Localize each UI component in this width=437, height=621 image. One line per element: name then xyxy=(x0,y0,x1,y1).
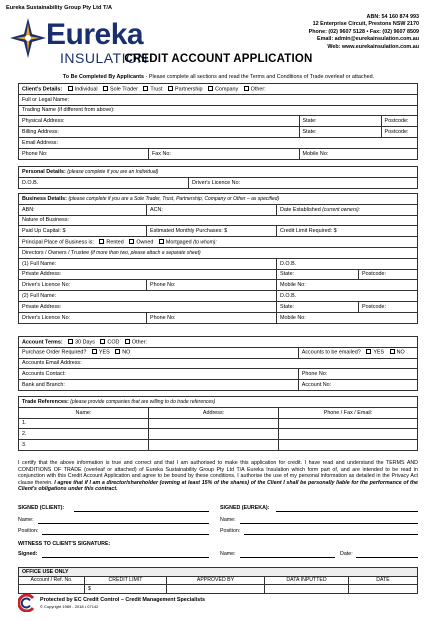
emailed-row: Accounts to be emailed? YES NO xyxy=(298,347,417,358)
phone-fax: Phone: (02) 9607 5128 • Fax: (02) 9607 8509 xyxy=(308,28,419,35)
witness-date-label: Date: xyxy=(340,551,353,557)
legal-name-field[interactable]: Full or Legal Name: xyxy=(19,94,418,105)
checkbox-30-days[interactable] xyxy=(68,339,73,344)
director2-mobile-field[interactable]: Mobile No: xyxy=(277,312,418,323)
phone-field[interactable]: Phone No: xyxy=(19,148,149,159)
billing-address-field[interactable]: Billing Address: xyxy=(19,127,300,138)
checkbox-partnership[interactable] xyxy=(168,86,173,91)
postcode-field[interactable]: Postcode: xyxy=(381,116,417,127)
director2-dob-field[interactable]: D.O.B. xyxy=(277,291,418,302)
checkbox-mortgaged[interactable] xyxy=(159,239,164,244)
mobile-field[interactable]: Mobile No: xyxy=(299,148,417,159)
checkbox-other[interactable] xyxy=(244,86,249,91)
directors-header: Directors / Owners / Trustee (if more than two, please attach a separate sheet) xyxy=(19,247,418,258)
col-name: Name: xyxy=(19,407,149,418)
checkbox-individual[interactable] xyxy=(68,86,73,91)
director2-postcode-field[interactable]: Postcode: xyxy=(359,301,418,312)
checkbox-trust[interactable] xyxy=(143,86,148,91)
col-data-inputted: DATA INPUTTED xyxy=(265,576,349,585)
footer-text: Protected by EC Credit Control – Credit Management Specialists xyxy=(40,597,206,603)
checkbox-rented[interactable] xyxy=(99,239,104,244)
email-field[interactable]: Email Address: xyxy=(19,137,418,148)
client-name-label: Name: xyxy=(18,517,34,523)
witness-signed-label: Signed: xyxy=(18,551,38,557)
director2-licence-field[interactable]: Driver's Licence No: xyxy=(19,312,147,323)
signed-client-label: SIGNED (CLIENT): xyxy=(18,505,65,511)
billing-postcode-field[interactable]: Postcode: xyxy=(381,127,417,138)
col-approved-by: APPROVED BY xyxy=(167,576,265,585)
table-row: 3. xyxy=(19,440,418,451)
website: Web: www.eurekainsulation.com.au xyxy=(327,43,419,50)
eureka-position-label: Position: xyxy=(220,528,241,534)
table-row: $ xyxy=(19,585,418,594)
client-position-line[interactable] xyxy=(42,534,209,535)
col-address: Address: xyxy=(149,407,279,418)
checkbox-owned[interactable] xyxy=(129,239,134,244)
director2-name-field[interactable]: (2) Full Name: xyxy=(19,291,277,302)
page-title: CREDIT ACCOUNT APPLICATION xyxy=(124,53,313,65)
licence-field[interactable]: Driver's Licence No: xyxy=(189,177,418,188)
col-account-ref: Account / Ref. No. xyxy=(19,576,85,585)
logo-subtitle: INSULATION xyxy=(60,50,148,66)
witness-date-line[interactable] xyxy=(356,557,418,558)
billing-state-field[interactable]: State: xyxy=(299,127,381,138)
company-line: Eureka Sustainability Group Pty Ltd T/A xyxy=(6,5,112,11)
declaration: I certify that the above information is true and correct and that I am authorised to make this application for credit. I have read and understand the TERMS AND CONDITIONS OF TRADE (overleaf or attached) of Eureka Sustainability Group Pty Ltd T/A Eureka Insulation which form part of, and are intended to be read in conjunction with this Credit Account Application and agree to be bound by these conditions. I authorise the use of my personal information as detailed in the Privacy Act clause therein. I agree that if I am a director/shareholder (owning at least 15% of the shares) of the Client I shall be personally liable for the performance of the Client's obligations under this contract. xyxy=(18,460,418,493)
account-no-field[interactable]: Account No: xyxy=(298,380,417,391)
signed-eureka-label: SIGNED (EUREKA): xyxy=(220,505,270,511)
col-date: DATE xyxy=(349,576,418,585)
checkbox-company[interactable] xyxy=(208,86,213,91)
checkbox-email-no[interactable] xyxy=(390,349,395,354)
ec-credit-control-icon xyxy=(18,594,36,612)
accounts-phone-field[interactable]: Phone No: xyxy=(298,369,417,380)
instructions: To Be Completed By Applicants - Please complete all sections and read the Terms and Conditions of Trade overleaf or attached. xyxy=(62,74,375,80)
dob-field[interactable]: D.O.B. xyxy=(19,177,189,188)
office-use-header: OFFICE USE ONLY xyxy=(19,568,418,577)
signed-eureka-line[interactable] xyxy=(276,511,418,512)
table-row: 2. xyxy=(19,429,418,440)
physical-address-field[interactable]: Physical Address: xyxy=(19,116,300,127)
abn: ABN: 54 160 874 993 xyxy=(366,14,419,20)
checkbox-sole-trader[interactable] xyxy=(103,86,108,91)
email: Email: admin@eurekainsulation.com.au xyxy=(316,36,419,43)
eureka-name-line[interactable] xyxy=(240,523,418,524)
eureka-name-label: Name: xyxy=(220,517,236,523)
date-established-field[interactable]: Date Established (current owners): xyxy=(277,204,418,215)
signed-client-line[interactable] xyxy=(74,511,209,512)
footer-copyright: © Copyright 1989 - 2018 • 07142 xyxy=(40,604,99,609)
state-field[interactable]: State: xyxy=(299,116,381,127)
eureka-position-line[interactable] xyxy=(244,534,418,535)
account-terms-row: Account Terms: 30 Days COD Other: xyxy=(19,337,418,348)
client-position-label: Position: xyxy=(18,528,39,534)
business-header: Business Details: (please complete if you are a Sole Trader, Trust, Partnership, Company or Other – as specified) xyxy=(19,194,418,205)
nature-of-business-field[interactable]: Nature of Business: xyxy=(19,215,418,226)
director2-state-field[interactable]: State: xyxy=(277,301,359,312)
witness-name-line[interactable] xyxy=(240,557,335,558)
witness-label: WITNESS TO CLIENT'S SIGNATURE: xyxy=(18,541,111,547)
principal-place-row: Principal Place of Business is: Rented Owned Mortgaged (to whom): xyxy=(19,237,418,248)
col-credit-limit: CREDIT LIMIT xyxy=(85,576,167,585)
po-required-row: Purchase Order Required? YES NO xyxy=(19,347,299,358)
director1-address-field[interactable]: Private Address: xyxy=(19,269,277,280)
address: 12 Enterprise Circuit, Prestons NSW 2170 xyxy=(312,21,419,28)
contact-block xyxy=(309,14,419,51)
col-contact: Phone / Fax / Email: xyxy=(279,407,418,418)
checkbox-po-no[interactable] xyxy=(115,349,120,354)
director1-licence-field[interactable]: Driver's Licence No: xyxy=(19,280,147,291)
paid-up-capital-field[interactable]: Paid Up Capital: $ xyxy=(19,226,147,237)
client-details-table xyxy=(18,83,418,160)
office-use-table xyxy=(18,567,418,594)
trade-references-table xyxy=(18,396,418,451)
client-name-line[interactable] xyxy=(38,523,209,524)
checkbox-po-yes[interactable] xyxy=(92,349,97,354)
account-terms-table xyxy=(18,336,418,391)
checkbox-other-terms[interactable] xyxy=(125,339,130,344)
abn-field[interactable]: ABN: xyxy=(19,204,147,215)
director1-dob-field[interactable]: D.O.B. xyxy=(277,258,418,269)
trade-header: Trade References: (please provide companies that are willing to do trade references) xyxy=(19,397,418,408)
director1-postcode-field[interactable]: Postcode: xyxy=(359,269,418,280)
director1-name-field[interactable]: (1) Full Name: xyxy=(19,258,277,269)
credit-limit-field[interactable]: Credit Limit Required: $ xyxy=(277,226,418,237)
witness-signed-line[interactable] xyxy=(42,557,209,558)
director2-phone-field[interactable]: Phone No: xyxy=(147,312,277,323)
monthly-purchases-field[interactable]: Estimated Monthly Purchases: $ xyxy=(147,226,277,237)
director1-phone-field[interactable]: Phone No: xyxy=(147,280,277,291)
director2-address-field[interactable]: Private Address: xyxy=(19,301,277,312)
acn-field[interactable]: ACN: xyxy=(147,204,277,215)
fax-field[interactable]: Fax No: xyxy=(149,148,300,159)
director1-mobile-field[interactable]: Mobile No: xyxy=(277,280,418,291)
checkbox-cod[interactable] xyxy=(100,339,105,344)
business-details-table xyxy=(18,193,418,324)
accounts-email-field[interactable]: Accounts Email Address: xyxy=(19,358,418,369)
table-row: 1. xyxy=(19,418,418,429)
checkbox-email-yes[interactable] xyxy=(366,349,371,354)
director1-state-field[interactable]: State: xyxy=(277,269,359,280)
personal-header: Personal Details: (please complete if you are an Individual) xyxy=(19,167,418,178)
accounts-contact-field[interactable]: Accounts Contact: xyxy=(19,369,299,380)
bank-branch-field[interactable]: Bank and Branch: xyxy=(19,380,299,391)
personal-details-table xyxy=(18,166,418,189)
client-type-row: Client's Details: Individual Sole Trader Trust Partnership Company Other: xyxy=(19,84,418,95)
logo-word: Eureka xyxy=(46,18,144,51)
trading-name-field[interactable]: Trading Name (if different from above): xyxy=(19,105,418,116)
witness-name-label: Name: xyxy=(220,551,236,557)
